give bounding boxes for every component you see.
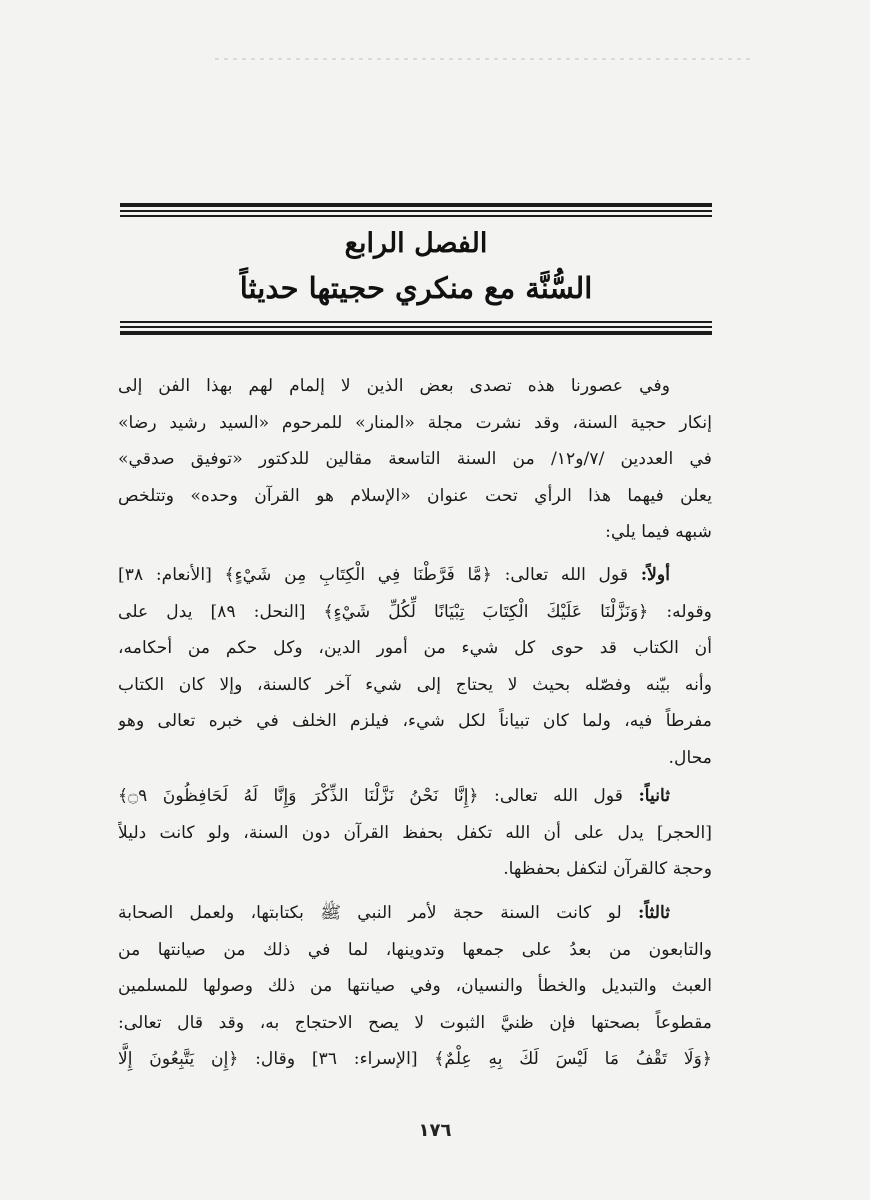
text-line: أن الكتاب قد حوى كل شيء من أمور الدين، وكل حكم من أحكامه،: [118, 638, 712, 658]
point-text: قول الله تعالى: ﴿مَّا فَرَّطْنَا فِي الْكِتَابِ مِن شَيْءٍ﴾ [الأنعام: ٣٨]: [118, 565, 629, 585]
page-number: ١٧٦: [418, 1120, 452, 1141]
rule-thin: [120, 210, 712, 212]
intro-paragraph: [118, 368, 712, 551]
point-first: [118, 557, 712, 776]
scan-artifact-line: [215, 58, 755, 60]
rule-thick: [120, 203, 712, 207]
point-third: [118, 895, 712, 1078]
header-rules-top: [120, 203, 712, 220]
text-line: إنكار حجية السنة، وقد نشرت مجلة «المنار» للمرحوم «السيد رشيد رضا»: [118, 412, 712, 433]
text-line: العبث والتبديل والخطأ والنسيان، وفي صيانتها من ذلك وصولها للمسلمين: [118, 976, 712, 996]
header-rules-bottom: [120, 321, 712, 338]
text-line: والتابعون من بعدُ على جمعها وتدوينها، لما في ذلك من صيانتها من: [118, 939, 712, 960]
point-text: قول الله تعالى: ﴿إِنَّا نَحْنُ نَزَّلْنَا الذِّكْرَ وَإِنَّا لَهُ لَحَافِظُونَ ۝٩﴾: [118, 786, 624, 806]
rule-thin: [120, 215, 712, 217]
text-line: [118, 778, 712, 815]
point-text: لو كانت السنة حجة لأمر النبي ﷺ بكتابتها، ولعمل الصحابة: [118, 903, 622, 923]
text-line: في العددين /٧/و١٢/ من السنة التاسعة مقالين للدكتور «توفيق صدقي»: [118, 449, 712, 469]
chapter-title: الفصل الرابع: [344, 228, 488, 259]
text-line: وفي عصورنا هذه تصدى بعض الذين لا إلمام لهم بهذا الفن إلى: [118, 376, 670, 396]
text-line: وحجة كالقرآن لتكفل بحفظها.: [503, 859, 712, 879]
text-line: [118, 895, 712, 932]
point-second: [118, 778, 712, 888]
text-line: يعلن فيهما هذا الرأي تحت عنوان «الإسلام هو القرآن وحده» وتتلخص: [118, 485, 712, 506]
rule-thin: [120, 321, 712, 323]
point-lead: أولاً:: [640, 565, 671, 585]
text-line: وأنه بيّنه وفصّله بحيث لا يحتاج إلى شيء آخر كالسنة، وإلا كان الكتاب: [118, 674, 712, 695]
point-lead: ثالثاً:: [637, 903, 670, 923]
chapter-subtitle: السُّنَّة مع منكري حجيتها حديثاً: [239, 271, 593, 305]
text-line: شبهه فيما يلي:: [605, 522, 712, 542]
text-line: مقطوعاً بصحتها فإن ظنيَّ الثبوت لا يصح الاحتجاج به، وقد قال تعالى:: [118, 1012, 712, 1033]
text-line: محال.: [668, 747, 712, 768]
text-line: [الحجر] يدل على أن الله تكفل بحفظ القرآن دون السنة، ولو كانت دليلاً: [118, 822, 712, 843]
point-lead: ثانياً:: [638, 786, 671, 806]
rule-thin: [120, 326, 712, 328]
text-line: ﴿وَلَا تَقْفُ مَا لَيْسَ لَكَ بِهِ عِلْمٌ﴾ [الإسراء: ٣٦] وقال: ﴿إِن يَتَّبِعُونَ إِلَّا: [118, 1049, 712, 1069]
text-line: وقوله: ﴿وَنَزَّلْنَا عَلَيْكَ الْكِتَابَ تِبْيَانًا لِّكُلِّ شَيْءٍ﴾ [النحل: ٨٩] يدل على: [118, 601, 712, 622]
rule-thick: [120, 331, 712, 335]
text-line: [118, 557, 712, 594]
text-line: مفرطاً فيه، ولما كان تبياناً لكل شيء، فيلزم الخلف في خبره تعالى وهو: [118, 711, 712, 731]
